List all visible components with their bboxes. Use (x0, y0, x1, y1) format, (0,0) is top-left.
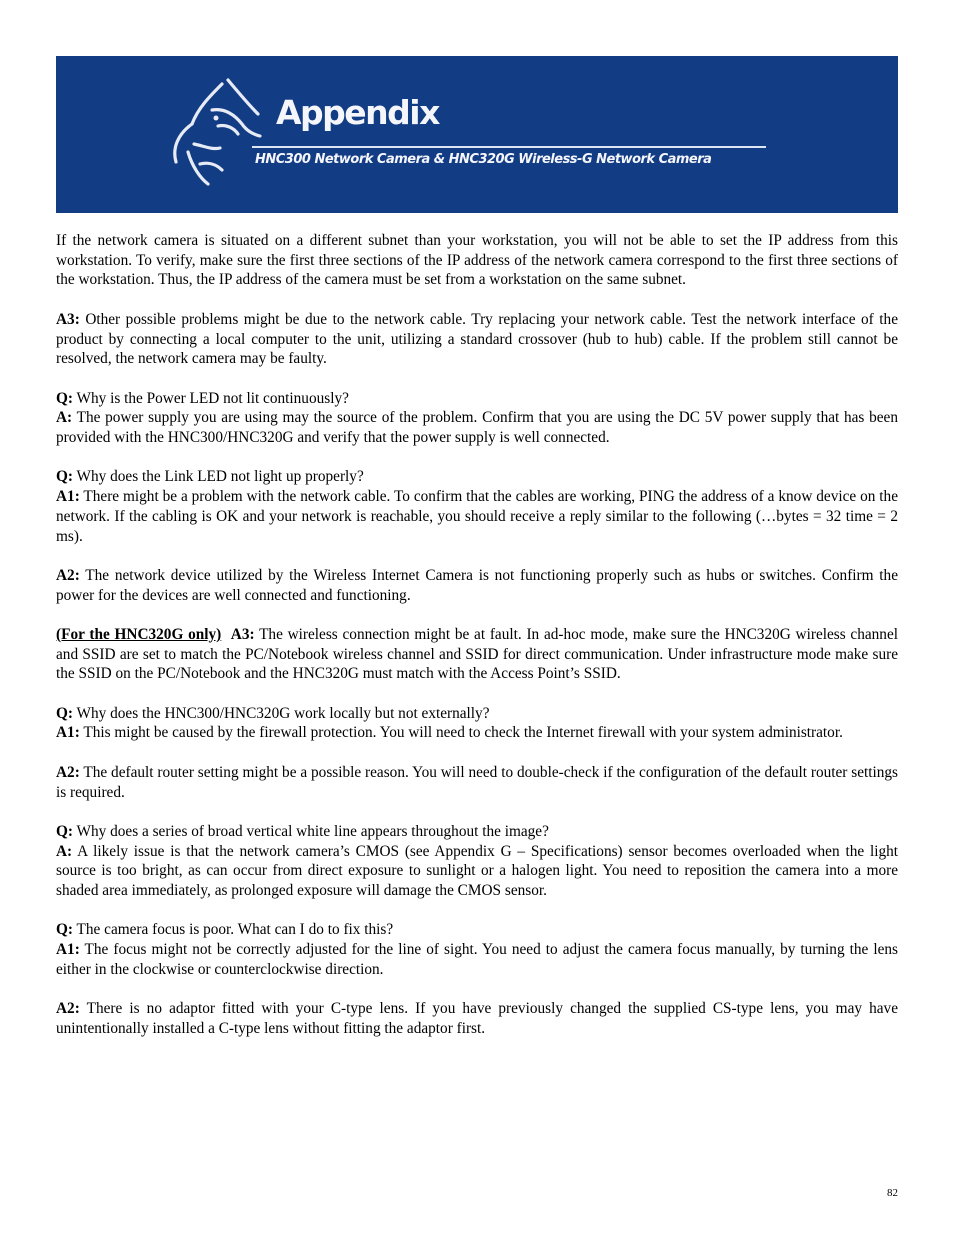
answer-line (56, 723, 898, 743)
banner-subtitle: HNC300 Network Camera & HNC320G Wireless-G Network Camera (255, 152, 712, 167)
answer-a2-router (56, 763, 898, 802)
answer-line (56, 940, 898, 979)
paragraph-subnet (56, 231, 898, 290)
answer-text: The network device utilized by the Wireless Internet Camera is not functioning properly such as hubs or switches. Confirm the power for the devices are well connected and functioning. (56, 566, 898, 604)
answer-a2-adaptor (56, 999, 898, 1038)
question-text: Why does the Link LED not light up properly? (73, 468, 364, 486)
question-line (56, 704, 898, 724)
answer-label: A1: (56, 724, 80, 742)
question-label: Q: (56, 822, 73, 840)
answer-label: A2: (56, 1000, 80, 1018)
question-label: Q: (56, 921, 73, 939)
answer-text: The default router setting might be a possible reason. You will need to double-check if the configuration of the default router settings is required. (56, 763, 898, 801)
faq-camera-focus (56, 920, 898, 979)
answer-label: A2: (56, 763, 80, 781)
faq-power-led (56, 389, 898, 448)
answer-a3-cable (56, 310, 898, 369)
answer-label: A2: (56, 566, 80, 584)
question-line (56, 467, 898, 487)
page-number: 82 (887, 1187, 898, 1199)
answer-text: The focus might not be correctly adjusted for the line of sight. You need to adjust the camera focus manually, by turning the lens either in the clockwise or counterclockwise direction. (56, 941, 898, 978)
answer-label: A: (56, 409, 73, 427)
faq-white-lines (56, 822, 898, 901)
question-label: Q: (56, 468, 73, 486)
answer-text: A likely issue is that the network camera’s CMOS (see Appendix G – Specifications) sensor becomes overloaded when the light source is too bright, as can occur from direct exposure to sunlight or a halogen light. You need to reposition the camera into a more shaded area immediately, as prolonged exposure will damage the CMOS sensor. (56, 842, 898, 900)
question-text: Why does the HNC300/HNC320G work locally but not externally? (73, 704, 490, 722)
answer-label: A3: (56, 310, 80, 328)
paragraph-text: If the network camera is situated on a different subnet than your workstation, you will not be able to set the IP address from this workstation. To verify, make sure the first three sections of the IP address of the network camera correspond to the first three sections of the workstation. Thus, the IP address of the camera must be set from a workstation on the same subnet. (56, 232, 898, 289)
question-line (56, 822, 898, 842)
answer-label: A3: (230, 625, 255, 643)
answer-line (56, 408, 898, 447)
answer-a2-network-device (56, 566, 898, 605)
question-line (56, 389, 898, 409)
faq-link-led (56, 467, 898, 546)
question-text: The camera focus is poor. What can I do to fix this? (73, 921, 394, 939)
answer-text: There is no adaptor fitted with your C-type lens. If you have previously changed the supplied CS-type lens, you may have unintentionally installed a C-type lens without fitting the adaptor first. (56, 1000, 898, 1037)
answer-text: The power supply you are using may the source of the problem. Confirm that you are using the DC 5V power supply that has been provided with the HNC300/HNC320G and verify that the power supply is well connected. (56, 409, 898, 446)
banner-divider (252, 146, 766, 148)
question-label: Q: (56, 389, 73, 407)
question-line (56, 920, 898, 940)
answer-label: A1: (56, 941, 80, 959)
banner-title: Appendix (276, 93, 439, 132)
answer-text: There might be a problem with the network cable. To confirm that the cables are working, PING the address of a know device on the network. If the cabling is OK and your network is reachable, you should receive a reply similar to the following (…bytes = 32 time = 2 ms). (56, 488, 898, 545)
document-body (56, 231, 898, 1058)
answer-text: Other possible problems might be due to the network cable. Try replacing your network cable. Test the network interface of the product by connecting a local computer to the unit, utilizing a standard crossover (hub to hub) cable. If the problem still cannot be resolved, the network camera may be faulty. (56, 310, 898, 368)
hnc320g-only-note: (For the HNC320G only) (56, 625, 222, 643)
question-text: Why is the Power LED not lit continuously? (73, 389, 349, 407)
question-label: Q: (56, 704, 73, 722)
answer-text: This might be caused by the firewall protection. You will need to check the Internet firewall with your system administrator. (79, 724, 843, 742)
answer-label: A: (56, 842, 73, 860)
answer-a3-wireless (56, 625, 898, 684)
eagle-head-icon (168, 74, 268, 190)
question-text: Why does a series of broad vertical white line appears throughout the image? (73, 822, 549, 840)
answer-line (56, 842, 898, 901)
appendix-banner (56, 56, 898, 213)
answer-line (56, 487, 898, 546)
faq-external-access (56, 704, 898, 743)
answer-label: A1: (56, 488, 80, 506)
answer-text: The wireless connection might be at fault. In ad-hoc mode, make sure the HNC320G wireless channel and SSID are set to match the PC/Notebook wireless channel and SSID for direct communication. Under infrastructure mode make sure the SSID on the PC/Notebook and the HNC320G must match with the Access Point’s SSID. (56, 625, 898, 683)
